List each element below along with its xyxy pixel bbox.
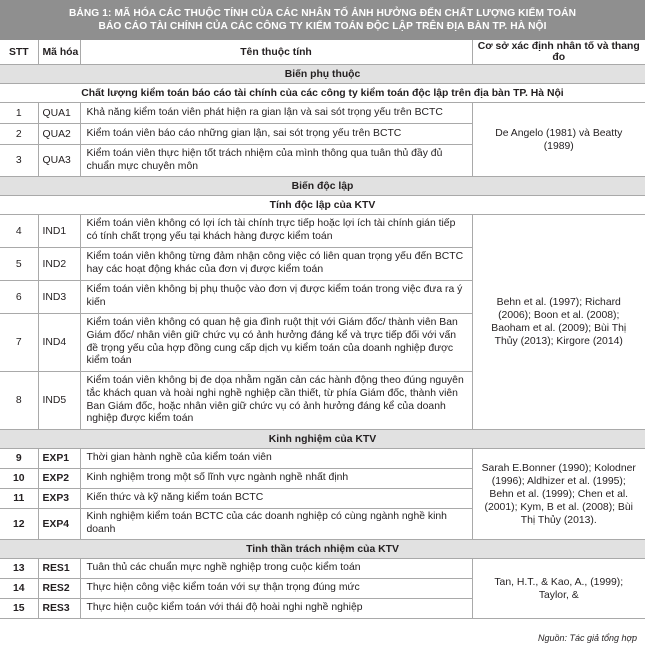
row-text: Kiểm toán viên báo cáo những gian lận, sai sót trọng yếu trên BCTC xyxy=(80,124,472,145)
attributes-table xyxy=(0,40,645,619)
row-code: EXP4 xyxy=(38,509,80,540)
row-stt: 1 xyxy=(0,103,38,124)
row-code: EXP1 xyxy=(38,449,80,469)
row-code: EXP2 xyxy=(38,469,80,489)
row-code: RES2 xyxy=(38,579,80,599)
section-responsibility xyxy=(0,540,645,559)
section-experience xyxy=(0,430,645,449)
row-text: Thực hiện công việc kiểm toán với sự thận trọng đúng mức xyxy=(80,579,472,599)
row-code: QUA2 xyxy=(38,124,80,145)
section-dependent-label: Biến phụ thuộc xyxy=(0,65,645,84)
row-code: IND5 xyxy=(38,372,80,430)
row-code: QUA3 xyxy=(38,145,80,177)
row-stt: 9 xyxy=(0,449,38,469)
row-code: RES1 xyxy=(38,559,80,579)
row-text: Kinh nghiệm kiểm toán BCTC của các doanh nghiệp có cùng ngành nghề kinh doanh xyxy=(80,509,472,540)
section-dependent xyxy=(0,65,645,84)
subsection-independence-label: Tính độc lập của KTV xyxy=(0,196,645,215)
row-code: IND3 xyxy=(38,281,80,314)
row-text: Tuân thủ các chuẩn mực nghề nghiệp trong cuộc kiểm toán xyxy=(80,559,472,579)
subsection-independence xyxy=(0,196,645,215)
row-stt: 3 xyxy=(0,145,38,177)
row-text: Khả năng kiểm toán viên phát hiện ra gian lận và sai sót trọng yếu trên BCTC xyxy=(80,103,472,124)
subsection-quality-label: Chất lượng kiểm toán báo cáo tài chính của các công ty kiểm toán độc lập trên địa bàn TP. Hà Nội xyxy=(0,84,645,103)
row-code: IND2 xyxy=(38,248,80,281)
table-row xyxy=(0,103,645,124)
row-text: Kiểm toán viên không từng đảm nhận công việc có liên quan trọng yếu đến BCTC hay các hoạt động khác của đơn vị được kiểm toán xyxy=(80,248,472,281)
row-text: Kiến thức và kỹ năng kiểm toán BCTC xyxy=(80,489,472,509)
row-text: Kiểm toán viên không bị phụ thuộc vào đơn vị được kiểm toán trong việc đưa ra ý kiến xyxy=(80,281,472,314)
title-line-1: BẢNG 1: MÃ HÓA CÁC THUỘC TÍNH CỦA CÁC NHÂN TỐ ẢNH HƯỞNG ĐẾN CHẤT LƯỢNG KIỂM TOÁN xyxy=(68,8,577,19)
row-stt: 4 xyxy=(0,215,38,248)
row-text: Kinh nghiệm trong một số lĩnh vực ngành nghề nhất định xyxy=(80,469,472,489)
row-stt: 12 xyxy=(0,509,38,540)
row-text: Thời gian hành nghề của kiểm toán viên xyxy=(80,449,472,469)
section-responsibility-label: Tinh thần trách nhiệm của KTV xyxy=(0,540,645,559)
section-independent-label: Biến độc lập xyxy=(0,177,645,196)
table-row xyxy=(0,215,645,248)
source-note: Nguồn: Tác giả tổng hợp xyxy=(537,633,637,643)
row-stt: 10 xyxy=(0,469,38,489)
row-code: QUA1 xyxy=(38,103,80,124)
row-stt: 6 xyxy=(0,281,38,314)
row-stt: 5 xyxy=(0,248,38,281)
table-row xyxy=(0,559,645,579)
row-code: RES3 xyxy=(38,599,80,619)
title-line-2: BÁO CÁO TÀI CHÍNH CỦA CÁC CÔNG TY KIỂM TOÁN ĐỘC LẬP TRÊN ĐỊA BÀN TP. HÀ NỘI xyxy=(98,21,547,32)
row-stt: 15 xyxy=(0,599,38,619)
subsection-quality xyxy=(0,84,645,103)
header-row xyxy=(0,40,645,65)
section-experience-label: Kinh nghiệm của KTV xyxy=(0,430,645,449)
row-stt: 11 xyxy=(0,489,38,509)
source-res: Tan, H.T., & Kao, A., (1999); Taylor, & xyxy=(472,559,645,619)
row-stt: 8 xyxy=(0,372,38,430)
row-stt: 14 xyxy=(0,579,38,599)
row-stt: 2 xyxy=(0,124,38,145)
row-code: EXP3 xyxy=(38,489,80,509)
row-text: Kiểm toán viên thực hiện tốt trách nhiệm của mình thông qua tuân thủ đầy đủ chuẩn mực chuyên môn xyxy=(80,145,472,177)
header-attr: Tên thuộc tính xyxy=(80,40,472,65)
row-text: Thực hiện cuộc kiểm toán với thái độ hoài nghi nghề nghiệp xyxy=(80,599,472,619)
row-code: IND1 xyxy=(38,215,80,248)
header-code: Mã hóa xyxy=(38,40,80,65)
header-src: Cơ sở xác định nhân tố và thang đo xyxy=(472,40,645,65)
source-ind: Behn et al. (1997); Richard (2006); Boon et al. (2008); Baoham et al. (2009); Bùi Thị Thủy (2013); Kirgore (2014) xyxy=(472,215,645,430)
source-qua: De Angelo (1981) và Beatty (1989) xyxy=(472,103,645,177)
table-row xyxy=(0,449,645,469)
row-stt: 7 xyxy=(0,314,38,372)
source-exp: Sarah E.Bonner (1990); Kolodner (1996); Aldhizer et al. (1995); Behn et al. (1999); Chen et al. (2001); Kym, B et al. (2008); Bùi Thị Thủy (2013). xyxy=(472,449,645,540)
row-text: Kiểm toán viên không có lợi ích tài chính trực tiếp hoặc lợi ích tài chính gián tiếp có tính chất trọng yếu tại khách hàng được kiểm toán xyxy=(80,215,472,248)
table-title xyxy=(0,0,645,40)
section-independent xyxy=(0,177,645,196)
row-code: IND4 xyxy=(38,314,80,372)
header-stt: STT xyxy=(0,40,38,65)
row-stt: 13 xyxy=(0,559,38,579)
row-text: Kiểm toán viên không bị đe dọa nhằm ngăn cản các hành động theo đúng nguyên tắc khách quan và hoài nghi nghề nghiệp cần thiết, từ phía Giám đốc, thành viên Ban Giám đốc, hoặc nhân viên giữ chức vụ có ảnh hưởng đáng kể của doanh nghiệp được kiểm toán xyxy=(80,372,472,430)
row-text: Kiểm toán viên không có quan hệ gia đình ruột thịt với Giám đốc/ thành viên Ban Giám đốc/ nhân viên giữ chức vụ có ảnh hưởng đáng kể và trực tiếp đối với vấn đề trọng yếu của hợp đồng cung cấp dịch vụ kiểm toán của doanh nghiệp được kiểm toán xyxy=(80,314,472,372)
